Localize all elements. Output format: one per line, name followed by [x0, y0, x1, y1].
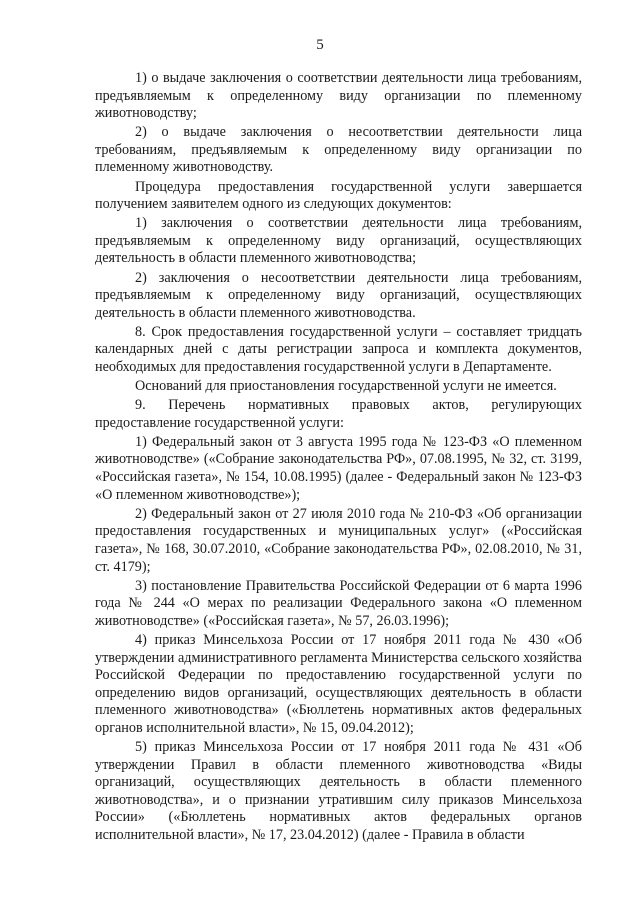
- paragraph-act-2-federal-law-210: 2) Федеральный закон от 27 июля 2010 года № 210-ФЗ «Об организации предоставления государственных и муниципальных услуг» («Российская газета», № 168, 30.07.2010, «Собрание законодательства РФ», 02.08.2010, № 31, ст. 4179);: [95, 505, 582, 575]
- paragraph-act-5-order-431: 5) приказ Минсельхоза России от 17 ноября 2011 года № 431 «Об утверждении Правил в области племенного животноводства «Виды организаций, осуществляющих деятельность в области племенного животноводства», и о признании утратившим силу приказов Минсельхоза России» («Бюллетень нормативных актов федеральных органов исполнительной власти», № 17, 23.04.2012) (далее - Правила в области: [95, 738, 582, 843]
- paragraph-act-3-government-decree: 3) постановление Правительства Российской Федерации от 6 марта 1996 года № 244 «О мерах по реализации Федерального закона «О племенном животноводстве» («Российская газета», № 57, 26.03.1996);: [95, 577, 582, 629]
- paragraph-section-9-acts: 9. Перечень нормативных правовых актов, регулирующих предоставление государственной услуги:: [95, 397, 582, 431]
- paragraph-item-2-nonconformity: 2) о выдаче заключения о несоответствии деятельности лица требованиям, предъявляемым к определенному виду организации по племенному животноводству.: [95, 124, 582, 176]
- paragraph-document-1: 1) заключения о соответствии деятельности лица требованиям, предъявляемым к определенному виду организаций, осуществляющих деятельность в области племенного животноводства;: [95, 215, 582, 267]
- paragraph-procedure-completion: Процедура предоставления государственной услуги завершается получением заявителем одного из следующих документов:: [95, 178, 582, 213]
- paragraph-act-4-order-430: 4) приказ Минсельхоза России от 17 ноября 2011 года № 430 «Об утверждении административного регламента Министерства сельского хозяйства Российской Федерации по предоставлению государственной услуги по определению видов организаций, осуществляющих деятельность в области племенного животноводства» («Бюллетень нормативных актов федеральных органов исполнительной власти», № 15, 09.04.2012);: [95, 631, 582, 736]
- page-number: 5: [316, 37, 324, 53]
- paragraph-document-2: 2) заключения о несоответствии деятельности лица требованиям, предъявляемым к определенному виду организаций, осуществляющих деятельность в области племенного животноводства.: [95, 269, 582, 321]
- document-body: [95, 70, 582, 846]
- paragraph-section-8-term: 8. Срок предоставления государственной услуги – составляет тридцать календарных дней с даты регистрации запроса и комплекта документов, необходимых для предоставления государственной услуги в Департаменте.: [95, 323, 582, 375]
- paragraph-no-suspension: Оснований для приостановления государственной услуги не имеется.: [135, 378, 557, 395]
- paragraph-act-1-federal-law-123: 1) Федеральный закон от 3 августа 1995 года № 123-ФЗ «О племенном животноводстве» («Собрание законодательства РФ», 07.08.1995, № 32, ст. 3199, «Российская газета», № 154, 10.08.1995) (далее - Федеральный закон № 123-ФЗ «О племенном животноводстве»);: [95, 433, 582, 503]
- paragraph-item-1-conformity: 1) о выдаче заключения о соответствии деятельности лица требованиям, предъявляемым к определенному виду организации по племенному животноводству;: [95, 70, 582, 122]
